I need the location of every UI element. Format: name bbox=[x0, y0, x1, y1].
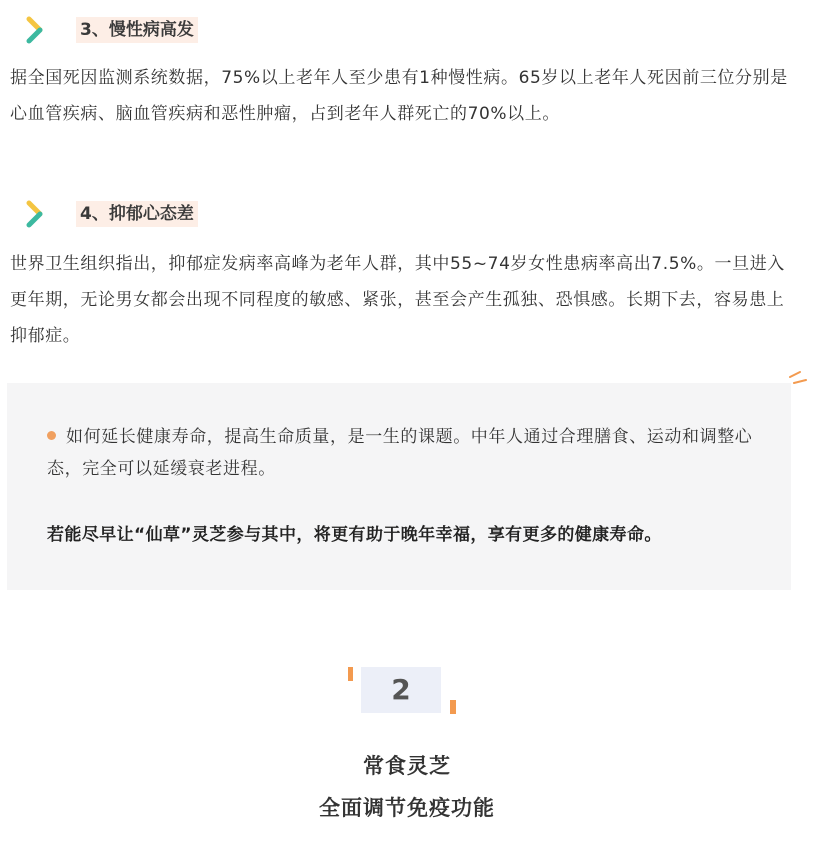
dot-bullet-icon bbox=[47, 431, 56, 440]
chevron-right-icon bbox=[24, 200, 46, 228]
section-title-line-1: 常食灵芝 bbox=[363, 754, 451, 778]
section-number-badge: 2 bbox=[361, 667, 441, 713]
section-title-line-2: 全面调节免疫功能 bbox=[319, 796, 495, 820]
number-badge-tick-left bbox=[348, 667, 353, 681]
spark-decoration-icon bbox=[786, 370, 810, 386]
section-heading-chronic-disease bbox=[24, 16, 198, 44]
number-badge-tick-right bbox=[450, 700, 456, 714]
callout-paragraph bbox=[47, 421, 767, 485]
callout-text: 如何延长健康寿命，提高生命质量，是一生的课题。中年人通过合理膳食、运动和调整心态，完全可以延缓衰老进程。 bbox=[47, 427, 753, 479]
callout-bold-text: 若能尽早让“仙草”灵芝参与其中，将更有助于晚年幸福，享有更多的健康寿命。 bbox=[47, 525, 662, 545]
section-heading-label: 3、慢性病高发 bbox=[76, 17, 198, 43]
section-heading-depression bbox=[24, 200, 198, 228]
chevron-right-icon bbox=[24, 16, 46, 44]
section-paragraph-chronic-disease: 据全国死因监测系统数据，75%以上老年人至少患有1种慢性病。65岁以上老年人死因前三位分别是心血管疾病、脑血管疾病和恶性肿瘤，占到老年人群死亡的70%以上。 bbox=[10, 68, 788, 124]
section-heading-label: 4、抑郁心态差 bbox=[76, 201, 198, 227]
section-paragraph-depression: 世界卫生组织指出，抑郁症发病率高峰为老年人群，其中55~74岁女性患病率高出7.5%。一旦进入更年期，无论男女都会出现不同程度的敏感、紧张，甚至会产生孤独、恐惧感。长期下去，容易患上抑郁症。 bbox=[10, 254, 785, 346]
callout-box bbox=[7, 383, 791, 590]
